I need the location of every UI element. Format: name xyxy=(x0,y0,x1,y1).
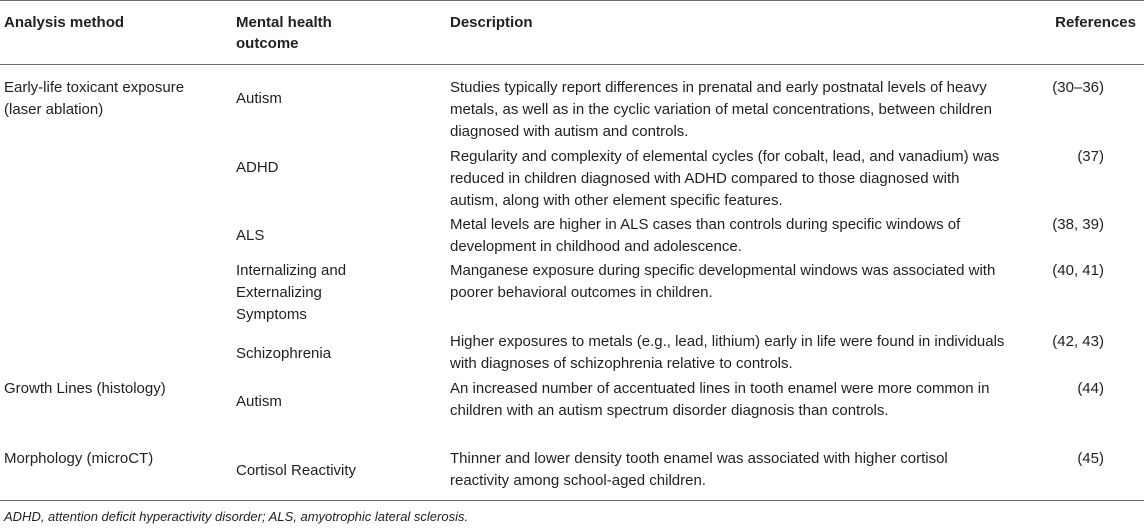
cell-method: Growth Lines (histology) xyxy=(4,380,166,397)
header-description: Description xyxy=(450,14,533,31)
cell-references: (38, 39) xyxy=(1052,216,1104,233)
cell-outcome: ALS xyxy=(236,227,265,244)
header-mental-health-outcome: Mental health outcome xyxy=(236,14,332,52)
cell-outcome: Cortisol Reactivity xyxy=(236,462,357,479)
cell-references: (45) xyxy=(1077,450,1104,467)
cell-outcome: Autism xyxy=(236,393,282,410)
cell-method: Early-life toxicant exposure (laser ablation) xyxy=(4,79,185,118)
table-footnote: ADHD, attention deficit hyperactivity disorder; ALS, amyotrophic lateral sclerosis. xyxy=(4,509,469,524)
table-header xyxy=(0,0,1144,65)
cell-outcome: Internalizing and Externalizing Symptoms xyxy=(236,262,347,323)
cell-outcome: Autism xyxy=(236,90,282,107)
cell-description: Regularity and complexity of elemental cycles (for cobalt, lead, and vanadium) was reduced in children diagnosed with ADHD compared to those diagnosed with autism, along with other element specific features. xyxy=(450,148,1000,209)
cell-description: Thinner and lower density tooth enamel was associated with higher cortisol reactivity among school-aged children. xyxy=(450,450,948,489)
cell-outcome: Schizophrenia xyxy=(236,345,332,362)
cell-method: Morphology (microCT) xyxy=(4,450,154,467)
cell-outcome: ADHD xyxy=(236,159,279,176)
cell-references: (42, 43) xyxy=(1052,333,1104,350)
cell-description: Studies typically report differences in prenatal and early postnatal levels of heavy metals, as well as in the cyclic variation of metal concentrations, between children diagnosed with autism and controls. xyxy=(450,79,992,140)
cell-references: (30–36) xyxy=(1052,79,1104,96)
cell-references: (37) xyxy=(1077,148,1104,165)
table-body xyxy=(0,65,1144,500)
cell-description: Manganese exposure during specific developmental windows was associated with poorer behavioral outcomes in children. xyxy=(450,262,996,301)
cell-description: Metal levels are higher in ALS cases than controls during specific windows of development in childhood and adolescence. xyxy=(450,216,961,255)
cell-description: Higher exposures to metals (e.g., lead, lithium) early in life were found in individuals with diagnoses of schizophrenia relative to controls. xyxy=(450,333,1005,372)
cell-references: (44) xyxy=(1077,380,1104,397)
cell-description: An increased number of accentuated lines in tooth enamel were more common in children with an autism spectrum disorder diagnosis than controls. xyxy=(450,380,990,419)
cell-references: (40, 41) xyxy=(1052,262,1104,279)
header-analysis-method: Analysis method xyxy=(4,14,125,31)
header-references: References xyxy=(1055,14,1136,31)
table-bottom-rule xyxy=(0,500,1144,501)
